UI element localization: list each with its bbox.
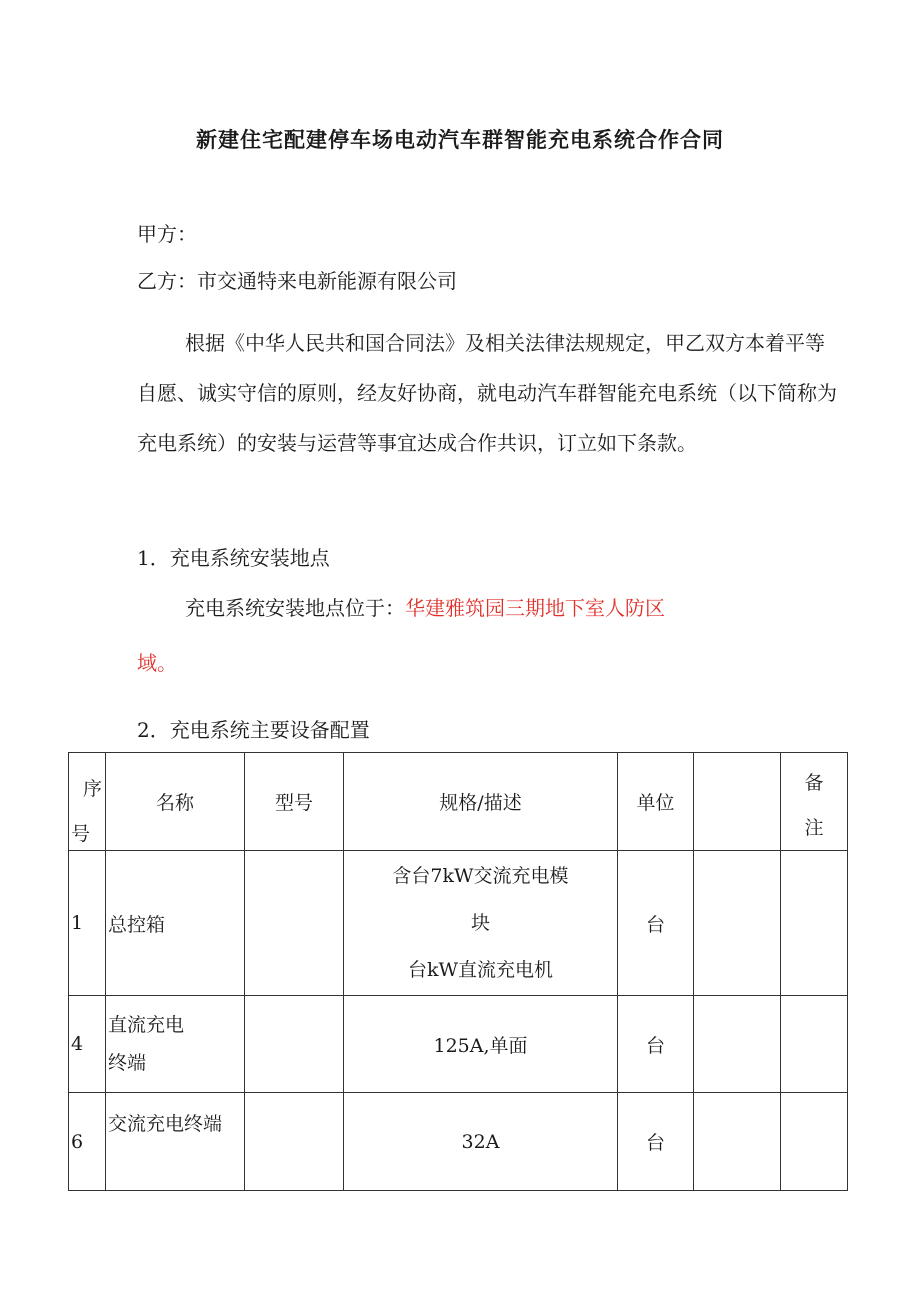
row2-model [245, 996, 344, 1093]
section2-heading: 2．充电系统主要设备配置 [137, 718, 370, 742]
equipment-table [68, 752, 848, 1191]
row1-remark [781, 851, 848, 996]
row3-unit: 台 [618, 1093, 694, 1191]
row2-remark [781, 996, 848, 1093]
document-title: 新建住宅配建停车场电动汽车群智能充电系统合作合同 [196, 127, 724, 152]
row1-spec: 含台7kW交流充电模 块 台kW直流充电机 [344, 851, 618, 996]
row3-remark [781, 1093, 848, 1191]
header-model: 型号 [245, 753, 344, 851]
table-row [69, 851, 848, 996]
row3-name: 交流充电终端 [106, 1093, 245, 1191]
row2-blank [694, 996, 781, 1093]
header-spec: 规格/描述 [344, 753, 618, 851]
row1-name: 总控箱 [106, 851, 245, 996]
header-remark: 备 注 [781, 753, 848, 851]
section1-heading: 1．充电系统安装地点 [137, 546, 330, 570]
row2-name: 直流充电 终端 [106, 996, 245, 1093]
row3-spec: 32A [344, 1093, 618, 1191]
row1-unit: 台 [618, 851, 694, 996]
table-row [69, 996, 848, 1093]
table-row [69, 1093, 848, 1191]
header-name: 名称 [106, 753, 245, 851]
row1-seq: 1 [69, 851, 106, 996]
row2-spec: 125A,单面 [344, 996, 618, 1093]
header-unit: 单位 [618, 753, 694, 851]
row1-blank [694, 851, 781, 996]
row2-unit: 台 [618, 996, 694, 1093]
header-blank [694, 753, 781, 851]
row3-blank [694, 1093, 781, 1191]
party-b-line: 乙方：市交通特来电新能源有限公司 [137, 269, 457, 293]
location-prefix: 充电系统安装地点位于： [185, 596, 405, 620]
intro-paragraph [137, 318, 837, 468]
table-header-row [69, 753, 848, 851]
intro-text: 根据《中华人民共和国合同法》及相关法律法规规定，甲乙双方本着平等自愿、诚实守信的原则，经友好协商，就电动汽车群智能充电系统（以下简称为充电系统）的安装与运营等事宜达成合作共识，订立如下条款。 [137, 331, 837, 455]
row3-model [245, 1093, 344, 1191]
row3-seq: 6 [69, 1093, 106, 1191]
party-a-line: 甲方： [137, 222, 197, 246]
row1-model [245, 851, 344, 996]
location-value-continued: 域。 [137, 651, 177, 675]
section1-location-line [185, 592, 665, 621]
location-value: 华建雅筑园三期地下室人防区 [405, 596, 665, 620]
header-seq: 序 号 [69, 753, 106, 851]
row2-seq: 4 [69, 996, 106, 1093]
